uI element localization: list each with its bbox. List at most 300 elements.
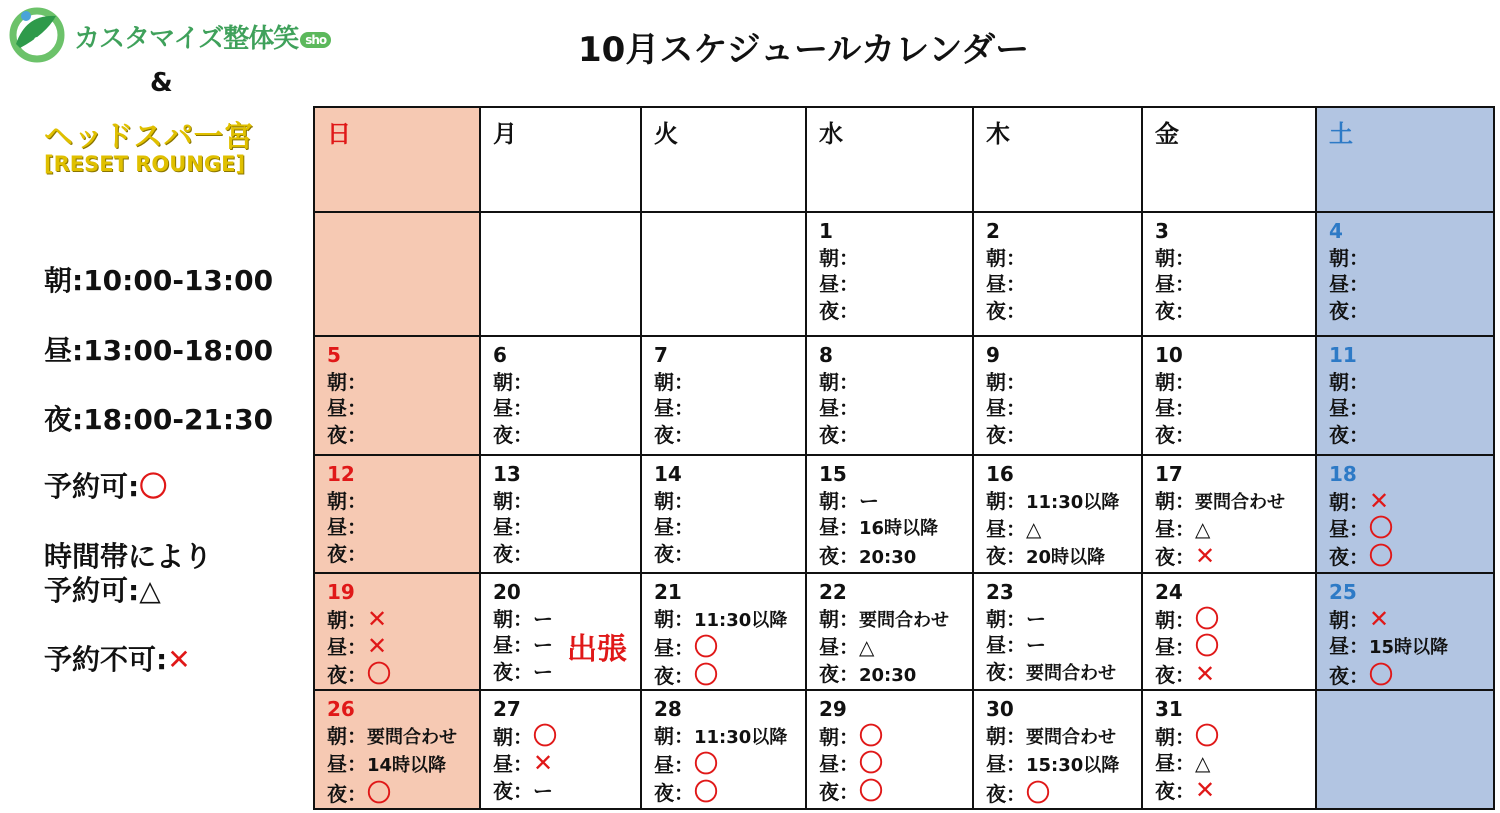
slot-label: 夜：	[1155, 662, 1195, 687]
slot-value: ー	[1026, 606, 1046, 631]
slot-value: ー	[533, 778, 553, 803]
slot-label: 朝：	[1155, 488, 1195, 513]
slot-noon	[986, 395, 1141, 422]
slot-value: 〇	[1195, 632, 1219, 660]
weekday-label: 金	[1155, 120, 1179, 148]
slot-label: 昼：	[986, 396, 1026, 420]
day-number: 6	[493, 343, 507, 367]
slot-value: 〇	[1195, 721, 1219, 750]
calendar-week-row	[314, 455, 1494, 573]
slot-label: 昼：	[493, 515, 533, 539]
slot-pm	[327, 422, 479, 449]
slot-label: 朝：	[654, 606, 694, 631]
slot-am	[654, 723, 805, 752]
day-number: 7	[654, 343, 668, 367]
slot-am	[493, 723, 640, 751]
slot-value: 〇	[367, 659, 391, 688]
slot-noon	[654, 395, 805, 422]
slot-label: 朝：	[819, 369, 859, 394]
slot-label: 夜：	[1155, 544, 1195, 569]
slot-value: 11:30以降	[694, 726, 788, 748]
slot-label: 夜：	[986, 543, 1026, 568]
calendar-day-cell	[1316, 336, 1494, 455]
slot-value: 要問合わせ	[1195, 491, 1285, 513]
legend-noon: 昼:13:00-18:00	[44, 334, 274, 367]
slot-am	[1155, 606, 1315, 634]
slot-label: 朝：	[986, 606, 1026, 631]
slot-am	[1329, 488, 1493, 516]
calendar-day-cell	[806, 573, 973, 690]
slot-am	[819, 369, 972, 396]
slot-label: 昼：	[493, 752, 533, 776]
slot-label: 朝：	[493, 606, 533, 631]
slot-label: 夜：	[986, 298, 1026, 323]
slot-pm	[493, 778, 640, 805]
day-number: 27	[493, 697, 521, 721]
day-number: 9	[986, 343, 1000, 367]
slot-pm	[327, 661, 479, 689]
slot-label: 夜：	[327, 422, 367, 447]
slot-noon	[493, 750, 640, 778]
calendar-day-cell	[641, 336, 806, 455]
slot-noon	[1155, 750, 1315, 777]
slot-label: 昼：	[819, 515, 859, 539]
slot-label: 夜：	[1329, 544, 1369, 569]
slot-am	[986, 488, 1141, 517]
legend-partial-line2: 予約可:△	[44, 574, 161, 607]
slot-label: 昼：	[654, 636, 694, 660]
slot-value: ー	[533, 659, 553, 684]
day-number: 29	[819, 697, 847, 721]
slot-pm	[1155, 777, 1315, 805]
slot-label: 朝：	[986, 369, 1026, 394]
page-title: 10月スケジュールカレンダー	[578, 30, 1030, 70]
slot-label: 朝：	[327, 723, 367, 748]
slot-label: 昼：	[1155, 751, 1195, 775]
slot-label: 昼：	[819, 396, 859, 420]
slot-am	[819, 606, 972, 635]
slot-pm	[1155, 422, 1315, 449]
slot-value: △	[859, 635, 875, 659]
slot-label: 昼：	[654, 515, 694, 539]
day-number: 14	[654, 462, 682, 486]
slot-label: 夜：	[986, 659, 1026, 684]
weekday-header-cell	[314, 107, 480, 212]
slot-label: 昼：	[986, 272, 1026, 296]
calendar-day-cell	[1142, 212, 1316, 336]
slot-label: 昼：	[493, 633, 533, 657]
slot-am	[1329, 245, 1493, 272]
slot-value: 〇	[533, 721, 557, 750]
calendar-day-cell	[1316, 573, 1494, 690]
slot-label: 夜：	[327, 541, 367, 566]
slot-label: 夜：	[493, 422, 533, 447]
slot-noon	[493, 395, 640, 422]
slot-label: 昼：	[1155, 517, 1195, 541]
slot-label: 朝：	[1155, 607, 1195, 632]
calendar-day-cell	[806, 690, 973, 809]
slot-pm	[1155, 298, 1315, 325]
slot-value: ✕	[367, 604, 388, 633]
slot-pm	[986, 780, 1141, 808]
calendar-day-cell	[973, 336, 1142, 455]
slot-pm	[819, 543, 972, 572]
slot-label: 夜：	[654, 663, 694, 688]
slot-value: 要問合わせ	[1026, 726, 1116, 748]
slot-value: ー	[859, 488, 879, 513]
slot-label: 昼：	[819, 752, 859, 776]
slot-label: 朝：	[327, 488, 367, 513]
slot-noon	[327, 633, 479, 661]
calendar-day-cell	[480, 690, 641, 809]
slot-pm	[1155, 661, 1315, 689]
slot-pm	[819, 298, 972, 325]
day-number: 1	[819, 219, 833, 243]
weekday-header-row	[314, 107, 1494, 212]
day-number: 16	[986, 462, 1014, 486]
calendar-day-cell	[1316, 212, 1494, 336]
slot-value: ー	[1026, 633, 1046, 657]
slot-label: 朝：	[986, 245, 1026, 270]
slot-label: 昼：	[1329, 396, 1369, 420]
slot-value: ✕	[1369, 486, 1390, 515]
slot-label: 昼：	[819, 272, 859, 296]
slot-label: 昼：	[327, 515, 367, 539]
calendar-day-cell	[641, 455, 806, 573]
day-number: 10	[1155, 343, 1183, 367]
slot-pm	[1329, 422, 1493, 449]
slot-pm	[493, 422, 640, 449]
slot-am	[1155, 369, 1315, 396]
day-number: 4	[1329, 219, 1343, 243]
slot-noon	[986, 751, 1141, 780]
slot-am	[986, 723, 1141, 752]
day-number: 19	[327, 580, 355, 604]
slot-pm	[986, 298, 1141, 325]
slot-value: ー	[533, 606, 553, 631]
slot-label: 朝：	[654, 369, 694, 394]
calendar-week-row	[314, 690, 1494, 809]
slot-am	[986, 606, 1141, 633]
slot-label: 朝：	[1155, 724, 1195, 749]
slot-label: 昼：	[327, 396, 367, 420]
calendar-day-cell	[314, 690, 480, 809]
calendar-day-cell	[973, 455, 1142, 573]
slot-noon	[986, 271, 1141, 298]
slot-noon	[493, 514, 640, 541]
slot-label: 夜：	[1155, 422, 1195, 447]
slot-noon	[1329, 271, 1493, 298]
slot-label: 朝：	[327, 369, 367, 394]
slot-label: 昼：	[327, 752, 367, 776]
slot-am	[654, 606, 805, 635]
slot-value: △	[1195, 751, 1211, 775]
calendar-day-cell	[641, 690, 806, 809]
slot-pm	[819, 661, 972, 690]
slot-value: 11:30以降	[1026, 491, 1120, 513]
day-number: 3	[1155, 219, 1169, 243]
slot-label: 昼：	[1155, 272, 1195, 296]
slot-value: 〇	[694, 660, 718, 689]
spa-subtitle: [RESET ROUNGE]	[44, 152, 246, 176]
slot-label: 夜：	[1329, 663, 1369, 688]
slot-pm	[327, 780, 479, 808]
slot-label: 夜：	[327, 662, 367, 687]
slot-am	[654, 369, 805, 396]
slot-label: 朝：	[1155, 245, 1195, 270]
slot-pm	[819, 422, 972, 449]
weekday-header-cell	[480, 107, 641, 212]
slot-am	[986, 369, 1141, 396]
calendar-day-cell	[1142, 336, 1316, 455]
cross-icon: ✕	[167, 643, 191, 676]
slot-label: 朝：	[1329, 489, 1369, 514]
slot-noon	[654, 634, 805, 662]
slot-value: 14時以降	[367, 755, 447, 776]
slot-label: 朝：	[493, 724, 533, 749]
slot-noon	[1155, 395, 1315, 422]
slot-value: ✕	[1369, 604, 1390, 633]
slot-pm	[654, 662, 805, 690]
slot-label: 昼：	[1155, 635, 1195, 659]
slot-am	[1155, 245, 1315, 272]
day-number: 18	[1329, 462, 1357, 486]
slot-value: ー	[533, 633, 553, 657]
slot-value: ✕	[533, 749, 554, 777]
day-number: 24	[1155, 580, 1183, 604]
slot-noon	[1329, 395, 1493, 422]
slot-am	[986, 245, 1141, 272]
slot-am	[654, 488, 805, 515]
slot-label: 昼：	[493, 396, 533, 420]
slot-am	[819, 723, 972, 751]
legend-morning: 朝:10:00-13:00	[44, 264, 274, 297]
calendar-day-cell	[480, 455, 641, 573]
calendar-empty-cell	[314, 212, 480, 336]
day-number: 22	[819, 580, 847, 604]
slot-am	[1329, 606, 1493, 634]
slot-value: 20:30	[859, 546, 917, 568]
slot-label: 夜：	[986, 781, 1026, 806]
slot-label: 朝：	[327, 607, 367, 632]
slot-label: 昼：	[986, 752, 1026, 776]
calendar-week-row	[314, 336, 1494, 455]
day-number: 25	[1329, 580, 1357, 604]
day-number: 28	[654, 697, 682, 721]
slot-value: ✕	[1195, 659, 1216, 688]
spa-name: ヘッドスパ一宮	[44, 119, 254, 153]
slot-label: 夜：	[819, 422, 859, 447]
weekday-label: 木	[986, 120, 1010, 148]
legend-night: 夜:18:00-21:30	[44, 403, 274, 436]
slot-am	[493, 369, 640, 396]
slot-value: 〇	[859, 749, 883, 777]
slot-label: 夜：	[1329, 422, 1369, 447]
slot-label: 夜：	[1155, 298, 1195, 323]
day-number: 13	[493, 462, 521, 486]
slot-label: 昼：	[1329, 517, 1369, 541]
slot-noon	[986, 632, 1141, 659]
slot-label: 夜：	[819, 543, 859, 568]
slot-noon	[654, 514, 805, 541]
brand-name: カスタマイズ整体笑 sho	[74, 18, 331, 55]
calendar-day-cell	[806, 336, 973, 455]
calendar-table	[313, 106, 1495, 810]
slot-value: 〇	[1195, 604, 1219, 633]
slot-value: 〇	[694, 777, 718, 806]
slot-label: 昼：	[654, 753, 694, 777]
calendar-empty-cell	[480, 212, 641, 336]
slot-value: ✕	[1195, 775, 1216, 804]
slot-value: 〇	[1369, 541, 1393, 570]
slot-value: 要問合わせ	[1026, 662, 1116, 684]
slot-value: 〇	[859, 721, 883, 750]
slot-label: 朝：	[493, 369, 533, 394]
slot-value: 要問合わせ	[367, 726, 457, 748]
weekday-header-cell	[973, 107, 1142, 212]
slot-value: 15時以降	[1369, 637, 1449, 658]
slot-label: 朝：	[654, 488, 694, 513]
slot-label: 昼：	[654, 396, 694, 420]
calendar-day-cell	[480, 336, 641, 455]
slot-label: 昼：	[1329, 272, 1369, 296]
weekday-label: 土	[1329, 120, 1353, 148]
brand-logo	[6, 4, 336, 68]
slot-label: 夜：	[986, 422, 1026, 447]
calendar-day-cell	[314, 455, 480, 573]
slot-pm	[654, 541, 805, 568]
slot-pm	[1329, 662, 1493, 690]
slot-label: 朝：	[1329, 245, 1369, 270]
slot-value: 〇	[367, 778, 391, 807]
weekday-header-cell	[641, 107, 806, 212]
slot-pm	[1329, 543, 1493, 571]
slot-noon	[819, 750, 972, 778]
legend-partial-line1: 時間帯により	[44, 540, 213, 573]
slot-label: 夜：	[493, 778, 533, 803]
slot-am	[493, 488, 640, 515]
slot-label: 朝：	[819, 245, 859, 270]
weekday-label: 火	[654, 120, 678, 148]
slot-value: 〇	[859, 776, 883, 805]
business-trip-note: 出張	[567, 632, 627, 667]
slot-label: 朝：	[493, 488, 533, 513]
slot-label: 朝：	[819, 724, 859, 749]
slot-label: 夜：	[819, 298, 859, 323]
slot-label: 夜：	[819, 779, 859, 804]
slot-noon	[654, 751, 805, 779]
weekday-header-cell	[1316, 107, 1494, 212]
slot-noon	[819, 271, 972, 298]
slot-value: 11:30以降	[694, 609, 788, 631]
calendar-day-cell	[806, 212, 973, 336]
slot-noon	[327, 395, 479, 422]
slot-noon	[1329, 633, 1493, 662]
legend-unavailable: 予約不可:✕	[44, 643, 191, 676]
slot-pm	[493, 541, 640, 568]
slot-label: 夜：	[327, 781, 367, 806]
day-number: 30	[986, 697, 1014, 721]
slot-am	[327, 369, 479, 396]
day-number: 17	[1155, 462, 1183, 486]
day-number: 8	[819, 343, 833, 367]
slot-value: ✕	[367, 632, 388, 660]
slot-value: 16時以降	[859, 518, 939, 539]
slot-noon	[819, 395, 972, 422]
slot-pm	[327, 541, 479, 568]
slot-label: 夜：	[1155, 778, 1195, 803]
day-number: 15	[819, 462, 847, 486]
slot-value: 〇	[1026, 778, 1050, 807]
weekday-label: 月	[493, 120, 517, 148]
day-number: 26	[327, 697, 355, 721]
calendar-empty-cell	[1316, 690, 1494, 809]
slot-value: △	[1195, 517, 1211, 541]
slot-label: 昼：	[327, 635, 367, 659]
slot-label: 昼：	[986, 633, 1026, 657]
slot-label: 朝：	[1329, 369, 1369, 394]
brand-badge: sho	[300, 32, 331, 48]
slot-label: 夜：	[654, 780, 694, 805]
slot-noon	[1155, 633, 1315, 661]
leaf-logo-icon	[6, 4, 68, 66]
slot-value: 15:30以降	[1026, 755, 1120, 776]
slot-noon	[819, 634, 972, 661]
slot-am	[1329, 369, 1493, 396]
slot-value: 20時以降	[1026, 546, 1106, 568]
calendar-day-cell	[1142, 573, 1316, 690]
slot-value: 20:30	[859, 664, 917, 686]
calendar-day-cell	[480, 573, 641, 690]
slot-pm	[654, 422, 805, 449]
slot-noon	[327, 514, 479, 541]
slot-label: 朝：	[986, 723, 1026, 748]
slot-pm	[654, 779, 805, 807]
day-number: 5	[327, 343, 341, 367]
circle-icon: 〇	[139, 470, 168, 503]
ampersand: &	[150, 68, 173, 98]
calendar-empty-cell	[641, 212, 806, 336]
slot-value: 〇	[694, 633, 718, 661]
slot-noon	[1329, 515, 1493, 543]
slot-label: 夜：	[819, 661, 859, 686]
slot-am	[327, 488, 479, 515]
slot-pm	[1329, 298, 1493, 325]
slot-value: 要問合わせ	[859, 609, 949, 631]
day-number: 21	[654, 580, 682, 604]
slot-label: 昼：	[1329, 634, 1369, 658]
slot-label: 夜：	[654, 422, 694, 447]
slot-label: 夜：	[1329, 298, 1369, 323]
slot-value: 〇	[1369, 514, 1393, 542]
calendar-day-cell	[314, 573, 480, 690]
slot-label: 昼：	[819, 635, 859, 659]
slot-label: 夜：	[493, 659, 533, 684]
slot-label: 朝：	[1155, 369, 1195, 394]
slot-am	[819, 245, 972, 272]
day-number: 23	[986, 580, 1014, 604]
slot-value: 〇	[694, 750, 718, 778]
weekday-label: 水	[819, 120, 843, 148]
calendar-day-cell	[973, 690, 1142, 809]
calendar-day-cell	[1316, 455, 1494, 573]
day-number: 31	[1155, 697, 1183, 721]
slot-pm	[986, 422, 1141, 449]
calendar-day-cell	[1142, 690, 1316, 809]
slot-noon	[986, 516, 1141, 543]
slot-value: 〇	[1369, 660, 1393, 689]
slot-label: 朝：	[986, 488, 1026, 513]
